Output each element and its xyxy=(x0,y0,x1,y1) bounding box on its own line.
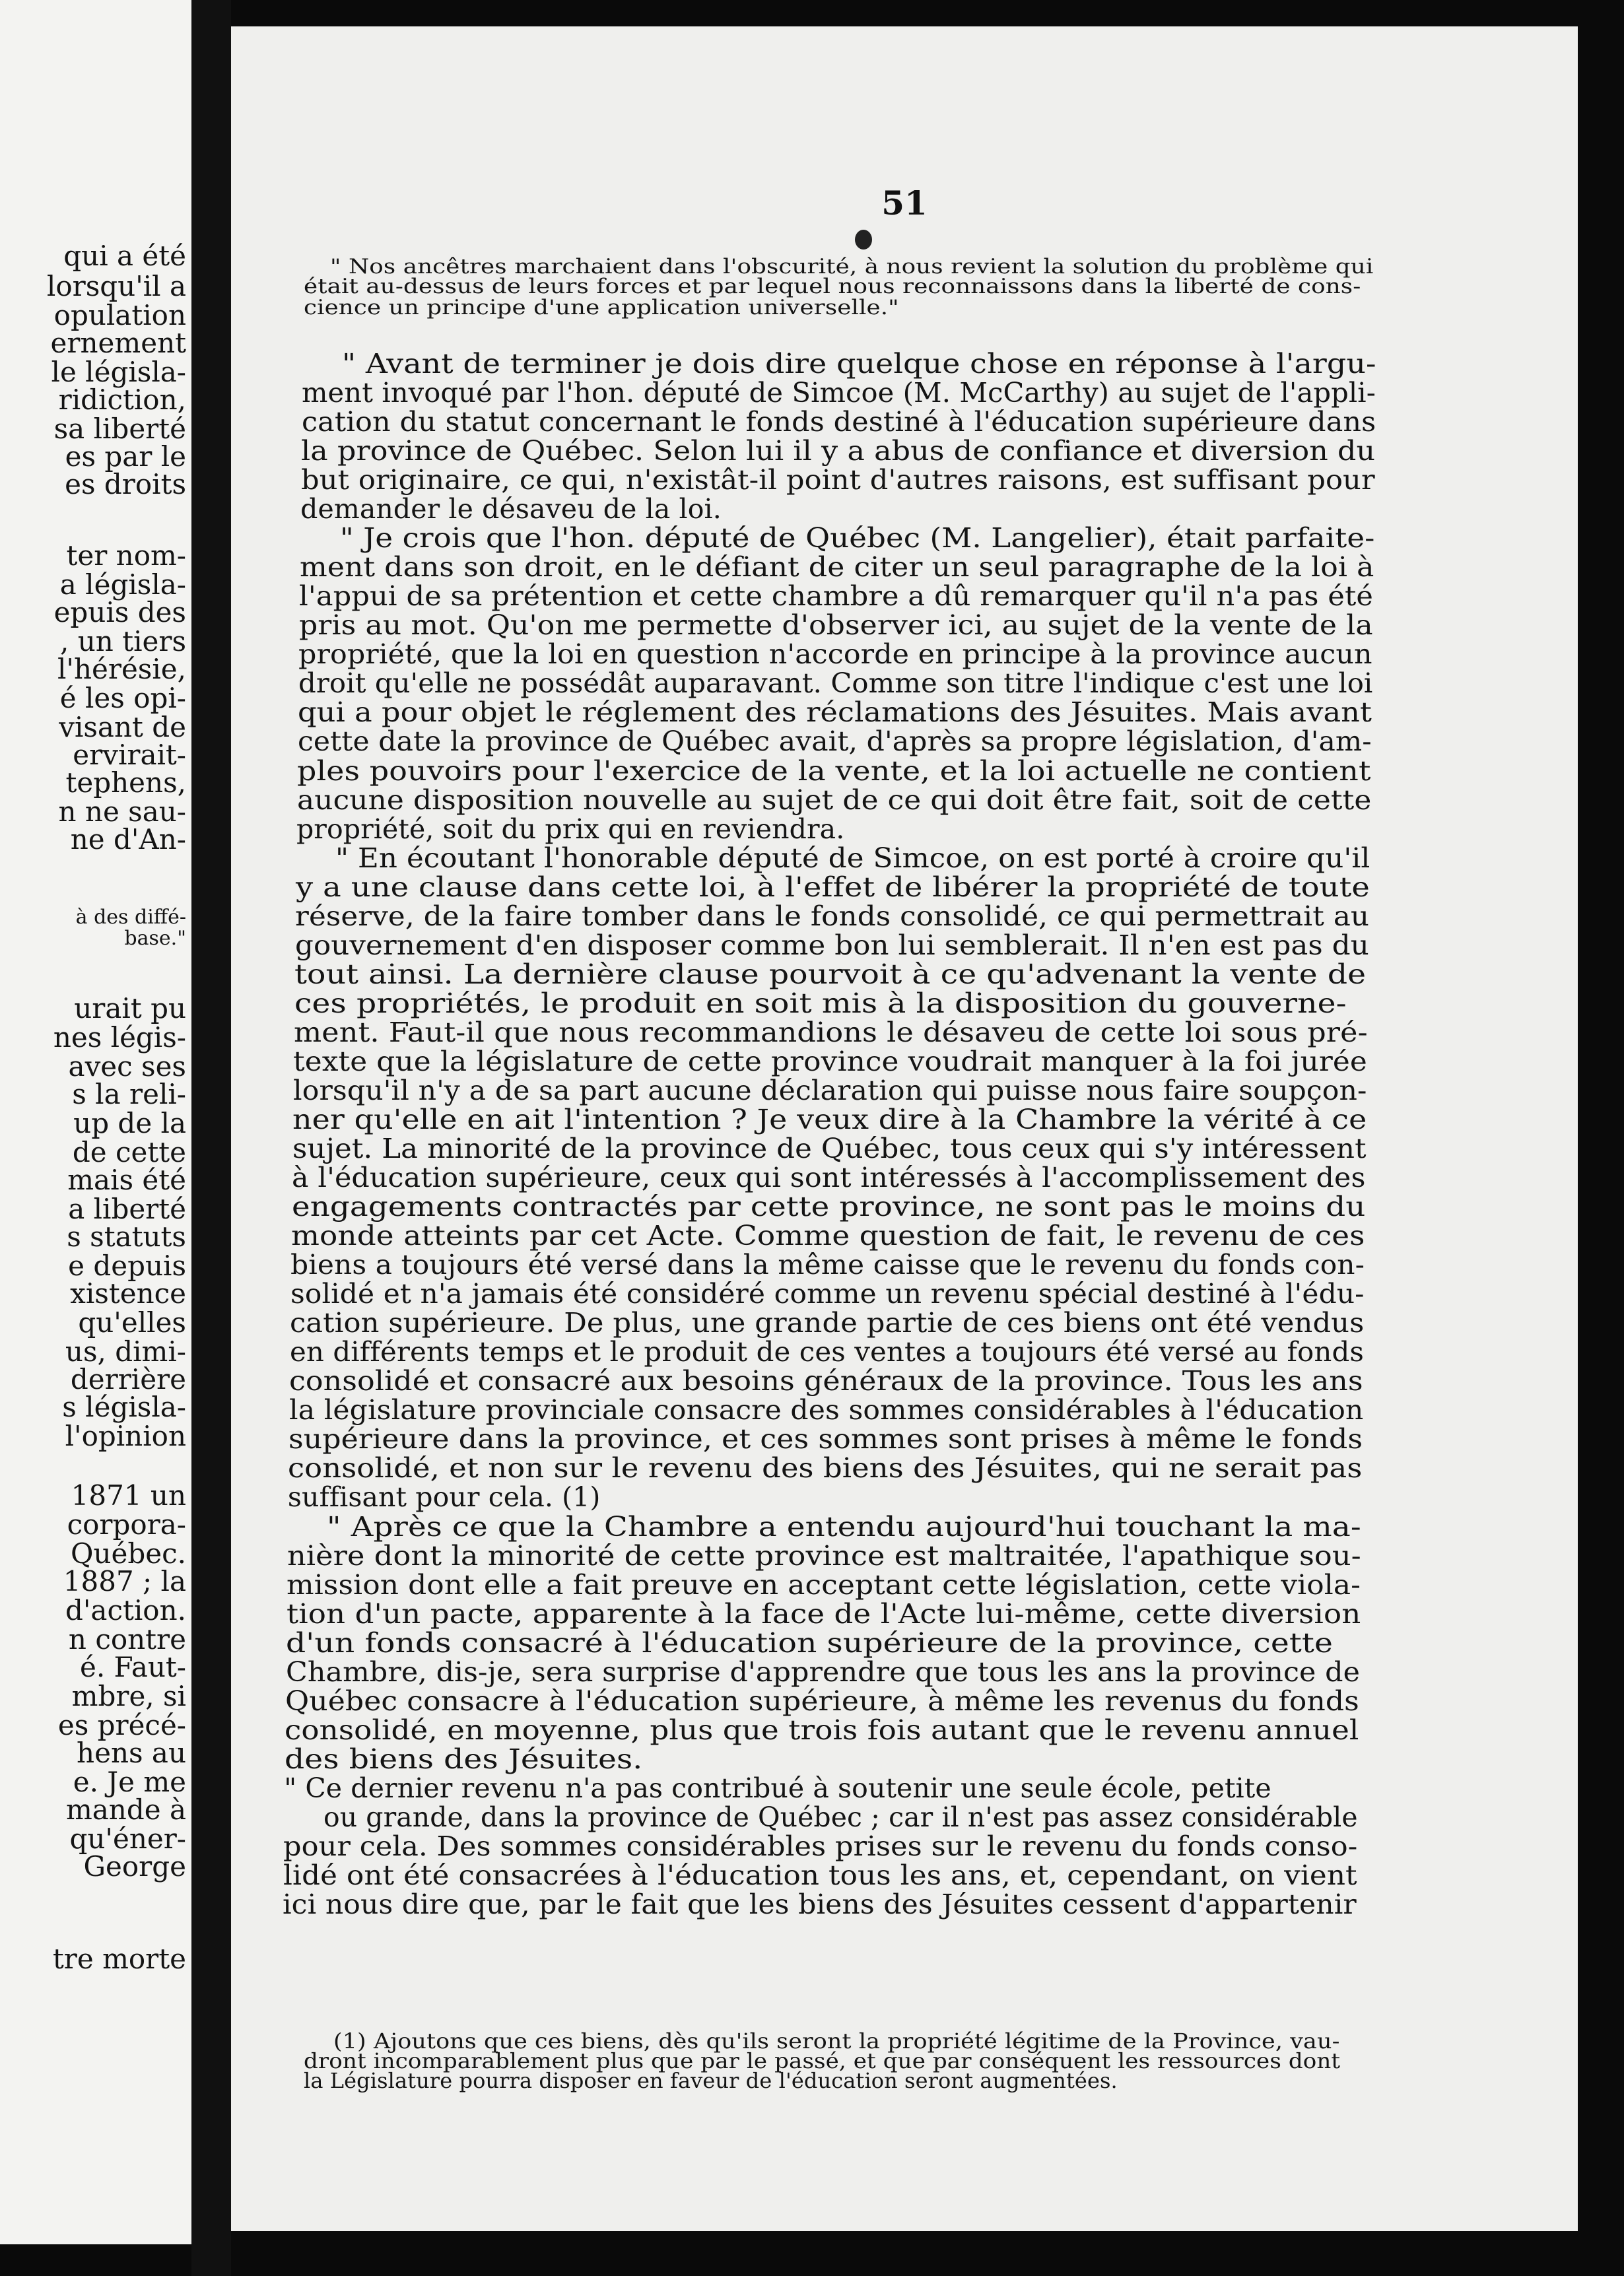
previous-page-line: a liberté xyxy=(68,1193,186,1225)
body-line: cation du statut concernant le fonds destiné à l'éducation supérieure dans xyxy=(301,406,1376,438)
body-line: ner qu'elle en ait l'intention ? Je veux dire à la Chambre la vérité à ce xyxy=(292,1103,1367,1135)
body-line: " Avant de terminer je dois dire quelque chose en réponse à l'argu- xyxy=(342,348,1376,380)
previous-page-line: s statuts xyxy=(67,1221,186,1253)
previous-page-line: urait pu xyxy=(74,992,186,1024)
previous-page-line: corpora- xyxy=(67,1508,186,1541)
body-line: la province de Québec. Selon lui il y a abus de confiance et diversion du xyxy=(301,435,1376,467)
previous-page-line: 1887 ; la xyxy=(63,1565,186,1597)
previous-page-line: e. Je me xyxy=(73,1766,186,1798)
previous-page-line: Québec. xyxy=(71,1537,186,1570)
body-line: pris au mot. Qu'on me permette d'observer ici, au sujet de la vente de la xyxy=(298,609,1373,642)
body-line: ples pouvoirs pour l'exercice de la vente, et la loi actuelle ne contient xyxy=(297,754,1371,787)
body-line: y a une clause dans cette loi, à l'effet de libérer la propriété de toute xyxy=(295,871,1370,903)
page xyxy=(231,26,1578,2231)
body-line: but originaire, ce qui, n'existât-il point d'autres raisons, est suffisant pour xyxy=(300,464,1375,496)
previous-page-line: n contre xyxy=(68,1623,186,1656)
body-line: ici nous dire que, par le fait que les biens des Jésuites cessent d'appartenir xyxy=(283,1889,1357,1920)
previous-page-line: lorsqu'il a xyxy=(46,270,186,302)
previous-page-line: 1871 un xyxy=(71,1479,186,1512)
body-line: gouvernement d'en disposer comme bon lui semblerait. Il n'en est pas du xyxy=(294,929,1369,961)
previous-page-line: mais été xyxy=(67,1164,186,1196)
body-line: " Ce dernier revenu n'a pas contribué à soutenir une seule école, petite xyxy=(284,1772,1271,1804)
body-line: supérieure dans la province, et ces sommes sont prises à même le fonds xyxy=(288,1423,1363,1456)
body-line: biens a toujours été versé dans la même caisse que le revenu du fonds con- xyxy=(290,1249,1365,1281)
previous-page-line: qui a été xyxy=(63,240,186,272)
body-line: des biens des Jésuites. xyxy=(284,1743,643,1775)
body-line: pour cela. Des sommes considérables prises sur le revenu du fonds conso- xyxy=(283,1830,1358,1862)
body-line: la législature provinciale consacre des sommes considérables à l'éducation xyxy=(288,1394,1363,1426)
body-line: ment invoqué par l'hon. député de Simcoe (M. McCarthy) au sujet de l'appli- xyxy=(302,377,1376,409)
body-line: texte que la législature de cette province voudrait manquer à la foi jurée xyxy=(293,1045,1368,1077)
previous-page-line: à des diffé- xyxy=(75,906,186,929)
body-line: cation supérieure. De plus, une grande partie de ces biens ont été vendus xyxy=(290,1307,1365,1339)
body-line: ces propriétés, le produit en soit mis à la disposition du gouverne- xyxy=(294,987,1347,1019)
previous-page-line: ernement xyxy=(50,327,186,359)
body-line: " En écoutant l'honorable député de Simcoe, on est porté à croire qu'il xyxy=(335,842,1370,874)
body-line: Chambre, dis-je, sera surprise d'apprendre que tous les ans la province de xyxy=(285,1656,1360,1688)
body-line: à l'éducation supérieure, ceux qui sont intéressés à l'accomplissement des xyxy=(292,1162,1366,1194)
body-line: propriété, soit du prix qui en reviendra. xyxy=(296,813,845,845)
body-line: tout ainsi. La dernière clause pourvoit à ce qu'advenant la vente de xyxy=(294,958,1367,990)
previous-page-line: s législa- xyxy=(62,1391,186,1423)
body-line: en différents temps et le produit de ces ventes a toujours été versé au fonds xyxy=(289,1336,1364,1368)
previous-page-line: es précé- xyxy=(57,1709,186,1741)
body-line: suffisant pour cela. (1) xyxy=(287,1481,601,1514)
page-text xyxy=(231,26,1578,2231)
previous-page-line: , un tiers xyxy=(60,625,186,657)
body-line: demander le désaveu de la loi. xyxy=(300,493,722,525)
body-line: réserve, de la faire tomber dans le fonds consolidé, ce qui permettrait au xyxy=(295,900,1370,932)
previous-page-line: us, dimi- xyxy=(65,1335,186,1368)
previous-page-line: a législa- xyxy=(59,568,186,601)
previous-page-line: ne d'An- xyxy=(70,823,186,855)
body-line: consolidé et consacré aux besoins généraux de la province. Tous les ans xyxy=(289,1365,1363,1397)
body-line: l'appui de sa prétention et cette chambre a dû remarquer qu'il n'a pas été xyxy=(299,580,1374,613)
previous-page-line: d'action. xyxy=(65,1594,186,1626)
previous-page-edge xyxy=(0,0,191,2244)
quote-line: " Nos ancêtres marchaient dans l'obscurité, à nous revient la solution du problème qui xyxy=(330,255,1374,279)
body-line: Québec consacre à l'éducation supérieure, à même les revenus du fonds xyxy=(285,1685,1359,1717)
previous-page-line: epuis des xyxy=(53,596,186,628)
previous-page-line: es droits xyxy=(65,468,186,500)
previous-page-line: qu'elles xyxy=(78,1306,186,1339)
body-line: cette date la province de Québec avait, d'après sa propre législation, d'am- xyxy=(297,725,1372,758)
quote-line: était au-dessus de leurs forces et par lequel nous reconnaissons dans la liberté de cons- xyxy=(304,275,1361,298)
body-line: consolidé, en moyenne, plus que trois fois autant que le revenu annuel xyxy=(285,1714,1359,1746)
previous-page-line: ter nom- xyxy=(66,539,186,572)
footnote-line: la Législature pourra disposer en faveur de l'éducation seront augmentées. xyxy=(304,2068,1118,2093)
previous-page-line: s la reli- xyxy=(72,1078,186,1110)
previous-page-line: ervirait- xyxy=(73,739,186,771)
previous-page-line: nes légis- xyxy=(53,1021,186,1054)
previous-page-line: tre morte xyxy=(52,1943,186,1975)
previous-page-line: derrière xyxy=(70,1363,186,1395)
previous-page-line: l'hérésie, xyxy=(57,653,186,685)
previous-page-line: base." xyxy=(124,927,186,950)
body-line: d'un fonds consacré à l'éducation supérieure de la province, cette xyxy=(286,1626,1334,1659)
previous-page-line: xistence xyxy=(70,1277,186,1310)
page-number: 51 xyxy=(881,184,928,222)
previous-page-line: le législa- xyxy=(51,356,186,388)
previous-page-line: mande à xyxy=(65,1793,186,1826)
body-line: ment. Faut-il que nous recommandions le désaveu de cette loi sous pré- xyxy=(293,1016,1368,1048)
previous-page-line: George xyxy=(83,1850,186,1883)
previous-page-line: visant de xyxy=(59,711,186,743)
body-line: monde atteints par cet Acte. Comme question de fait, le revenu de ces xyxy=(291,1220,1365,1252)
previous-page-line: qu'éner- xyxy=(69,1823,186,1855)
body-line: engagements contractés par cette province, ne sont pas le moins du xyxy=(291,1191,1366,1223)
body-line: sujet. La minorité de la province de Québec, tous ceux qui s'y intéressent xyxy=(292,1133,1367,1165)
body-line: ou grande, dans la province de Québec ; car il n'est pas assez considérable xyxy=(323,1801,1358,1833)
footnote-line: dront incomparablement plus que par le passé, et que par conséquent les ressources dont xyxy=(304,2048,1341,2073)
body-line: consolidé, et non sur le revenu des biens des Jésuites, qui ne serait pas xyxy=(288,1452,1363,1485)
previous-page-line: opulation xyxy=(53,299,186,331)
body-line: qui a pour objet le réglement des réclamations des Jésuites. Mais avant xyxy=(298,696,1372,729)
previous-page-line: é les opi- xyxy=(59,682,186,714)
body-line: aucune disposition nouvelle au sujet de ce qui doit être fait, soit de cette xyxy=(296,784,1371,816)
previous-page-line: mbre, si xyxy=(71,1680,186,1712)
body-line: " Je crois que l'hon. député de Québec (M. Langelier), était parfaite- xyxy=(339,522,1375,554)
body-line: mission dont elle a fait preuve en acceptant cette législation, cette viola- xyxy=(287,1568,1361,1601)
previous-page-line: es par le xyxy=(65,440,186,473)
previous-page-line: l'opinion xyxy=(65,1420,186,1452)
body-line: propriété, que la loi en question n'accorde en principe à la province aucun xyxy=(298,638,1372,671)
previous-page-line: é. Faut- xyxy=(79,1651,186,1683)
body-line: droit qu'elle ne possédât auparavant. Comme son titre l'indique c'est une loi xyxy=(298,667,1373,700)
previous-page-line: sa liberté xyxy=(53,413,186,445)
body-line: ment dans son droit, en le défiant de citer un seul paragraphe de la loi à xyxy=(300,551,1374,584)
previous-page-line: hens au xyxy=(77,1737,186,1769)
body-line: " Après ce que la Chambre a entendu aujourd'hui touchant la ma- xyxy=(327,1510,1362,1543)
previous-page-line: e depuis xyxy=(68,1250,186,1282)
previous-page-line: up de la xyxy=(73,1107,186,1139)
body-line: lidé ont été consacrées à l'éducation tous les ans, et, cependant, on vient xyxy=(283,1859,1357,1891)
previous-page-line: de cette xyxy=(72,1136,186,1168)
body-line: nière dont la minorité de cette province est maltraitée, l'apathique sou- xyxy=(287,1539,1361,1572)
previous-page-line: tephens, xyxy=(65,766,186,799)
footnote-line: (1) Ajoutons que ces biens, dès qu'ils seront la propriété légitime de la Province, vau- xyxy=(333,2028,1340,2054)
previous-page-line: ridiction, xyxy=(58,384,186,416)
quote-line: cience un principe d'une application universelle." xyxy=(304,296,899,319)
body-line: tion d'un pacte, apparente à la face de l'Acte lui-même, cette diversion xyxy=(286,1597,1361,1630)
body-line: lorsqu'il n'y a de sa part aucune déclaration qui puisse nous faire soupçon- xyxy=(292,1074,1367,1106)
previous-page-line: avec ses xyxy=(68,1050,186,1083)
body-line: solidé et n'a jamais été considéré comme un revenu spécial destiné à l'édu- xyxy=(290,1278,1365,1310)
previous-page-line: n ne sau- xyxy=(58,795,186,828)
book-gutter xyxy=(191,0,231,2276)
